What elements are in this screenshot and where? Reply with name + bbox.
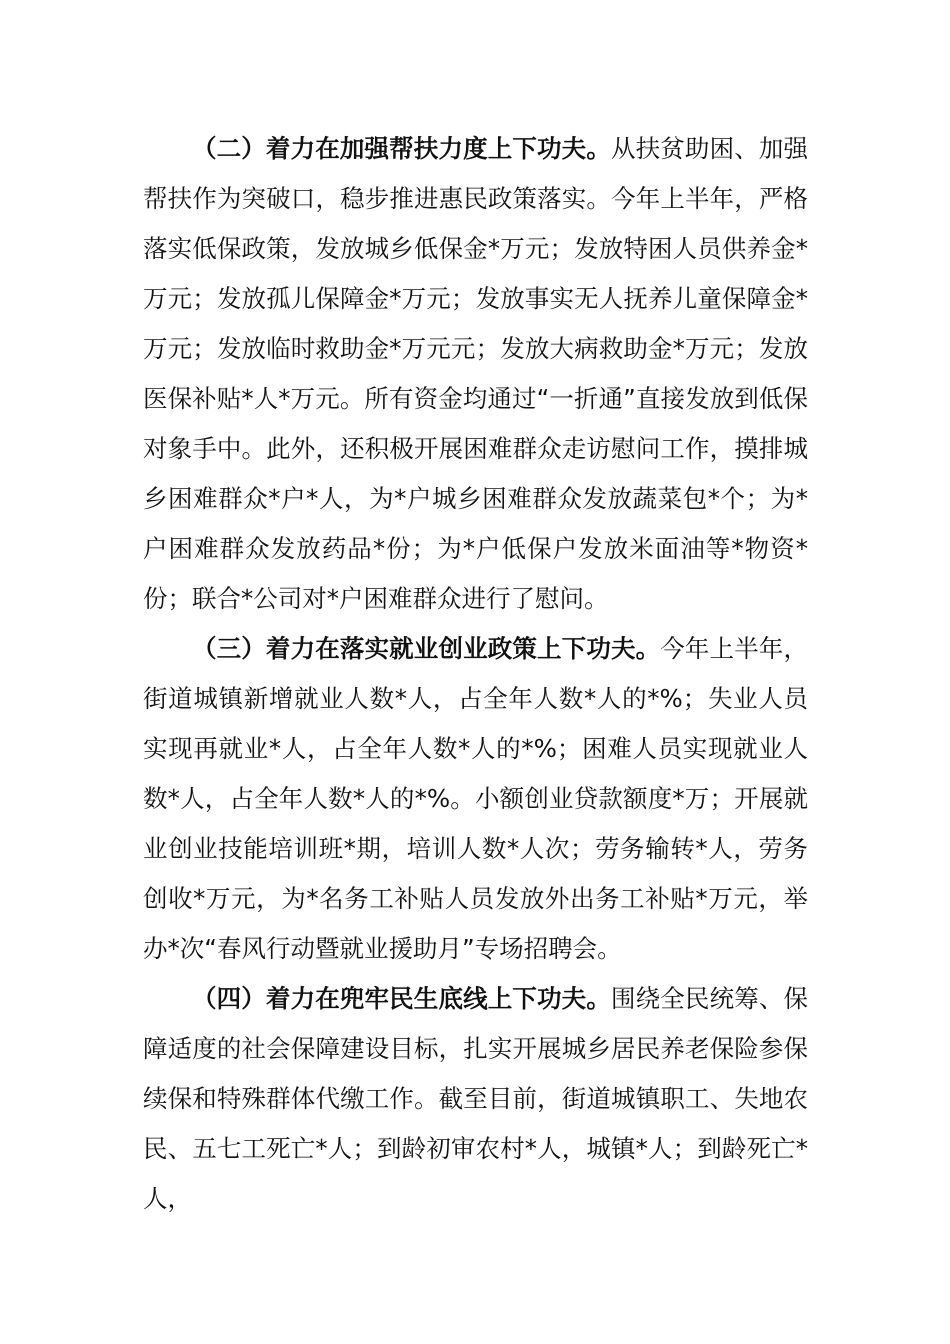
paragraph-body: 围绕全民统筹、保障适度的社会保障建设目标，扎实开展城乡居民养老保险参保续保和特殊群体代缴工作。截至目前，街道城镇职工、失地农民、五七工死亡*人；到龄初审农村*人，城镇*人；到龄死亡*人， (143, 984, 809, 1213)
document-page (143, 124, 808, 1224)
paragraph-body: 从扶贫助困、加强帮扶作为突破口，稳步推进惠民政策落实。今年上半年，严格落实低保政策，发放城乡低保金*万元；发放特困人员供养金*万元；发放孤儿保障金*万元；发放事实无人抚养儿童保障金*万元；发放临时救助金*万元元；发放大病救助金*万元；发放医保补贴*人*万元。所有资金均通过“一折通”直接发放到低保对象手中。此外，还积极开展困难群众走访慰问工作，摸排城乡困难群众*户*人，为*户城乡困难群众发放蔬菜包*个；为*户困难群众发放药品*份；为*户低保户发放米面油等*物资*份；联合*公司对*户困难群众进行了慰问。 (143, 134, 809, 613)
paragraph-livelihood (143, 974, 808, 1224)
paragraph-heading: （三）着力在落实就业创业政策上下功夫。 (192, 634, 661, 663)
paragraph-employment (143, 624, 808, 974)
paragraph-heading: （二）着力在加强帮扶力度上下功夫。 (192, 134, 611, 163)
paragraph-heading: （四）着力在兜牢民生底线上下功夫。 (192, 984, 611, 1013)
paragraph-body: 今年上半年，街道城镇新增就业人数*人，占全年人数*人的*%；失业人员实现再就业*人，占全年人数*人的*%；困难人员实现就业人数*人，占全年人数*人的*%。小额创业贷款额度*万；开展就业创业技能培训班*期，培训人数*人次；劳务输转*人，劳务创收*万元，为*名务工补贴人员发放外出务工补贴*万元，举办*次“春风行动暨就业援助月”专场招聘会。 (143, 634, 809, 963)
paragraph-assistance (143, 124, 808, 624)
